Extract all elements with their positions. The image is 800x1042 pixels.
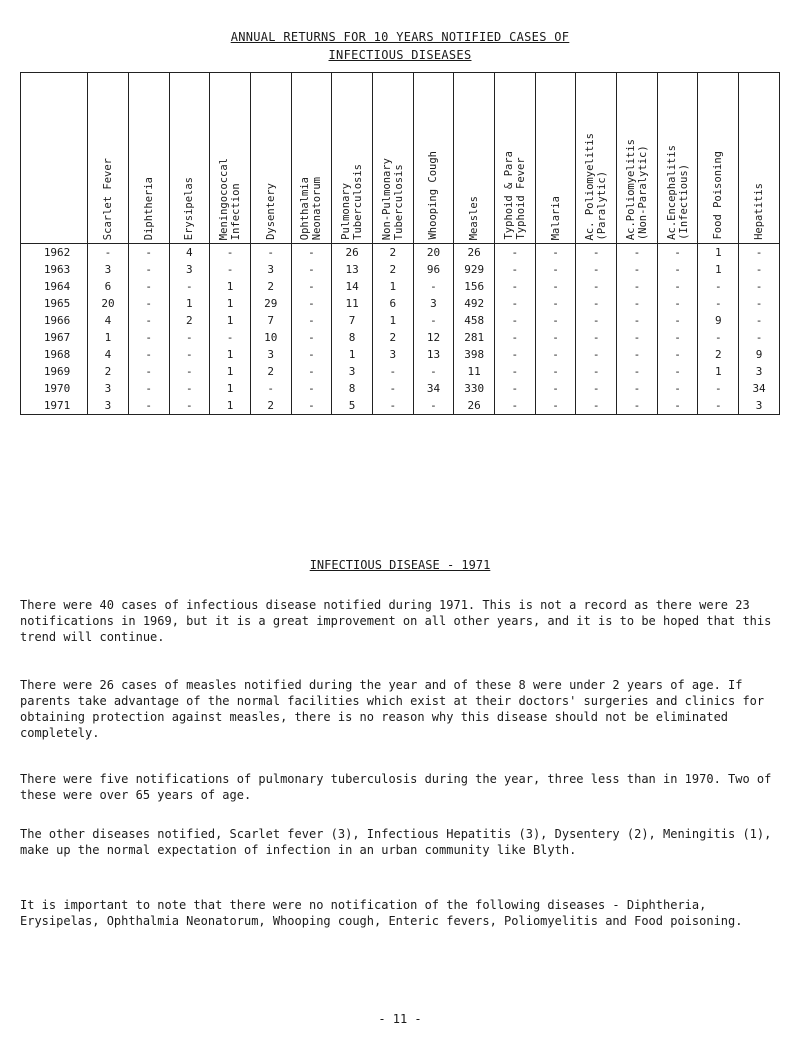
table-cell: 8 xyxy=(332,329,373,346)
table-row xyxy=(21,380,780,397)
table-cell: 1 xyxy=(210,380,251,397)
table-cell: 3 xyxy=(250,346,291,363)
table-cell: - xyxy=(372,397,413,415)
table-cell: - xyxy=(291,397,332,415)
table-cell: - xyxy=(169,329,210,346)
table-cell: 3 xyxy=(169,261,210,278)
table-cell: 1 xyxy=(210,346,251,363)
table-cell: 1 xyxy=(372,278,413,295)
table-cell: - xyxy=(291,329,332,346)
table-cell: - xyxy=(495,244,536,262)
table-cell: 1 xyxy=(698,244,739,262)
column-header xyxy=(250,73,291,244)
table-cell: - xyxy=(495,397,536,415)
column-header xyxy=(535,73,576,244)
column-header xyxy=(372,73,413,244)
table-cell: - xyxy=(413,278,454,295)
table-cell: - xyxy=(210,244,251,262)
annual-returns-table xyxy=(20,72,780,415)
table-cell: - xyxy=(291,261,332,278)
row-year-cell: 1966 xyxy=(21,312,88,329)
table-cell: 29 xyxy=(250,295,291,312)
table-cell: - xyxy=(535,312,576,329)
table-cell: - xyxy=(535,380,576,397)
table-row xyxy=(21,346,780,363)
table-cell: - xyxy=(576,312,617,329)
column-header-label: Non-Pulmonary Tuberculosis xyxy=(380,157,405,240)
table-cell: 13 xyxy=(413,346,454,363)
column-header-label: Meningococcal Infection xyxy=(218,157,243,240)
table-cell: - xyxy=(698,329,739,346)
table-cell: - xyxy=(413,397,454,415)
report-title: ANNUAL RETURNS FOR 10 YEARS NOTIFIED CASES OF xyxy=(230,30,570,44)
table-row xyxy=(21,278,780,295)
table-cell: - xyxy=(535,261,576,278)
table-cell: - xyxy=(128,261,169,278)
table-cell: 96 xyxy=(413,261,454,278)
table-cell: - xyxy=(413,312,454,329)
table-cell: - xyxy=(739,261,780,278)
row-year-cell: 1969 xyxy=(21,363,88,380)
table-cell: 3 xyxy=(739,363,780,380)
table-cell: - xyxy=(495,346,536,363)
table-cell: 9 xyxy=(739,346,780,363)
table-cell: - xyxy=(576,261,617,278)
table-cell: 1 xyxy=(169,295,210,312)
table-cell: 398 xyxy=(454,346,495,363)
table-cell: - xyxy=(535,397,576,415)
column-header xyxy=(413,73,454,244)
column-header xyxy=(657,73,698,244)
table-cell: - xyxy=(576,244,617,262)
table-cell: - xyxy=(617,261,658,278)
table-cell: 330 xyxy=(454,380,495,397)
table-cell: 20 xyxy=(413,244,454,262)
table-cell: - xyxy=(657,295,698,312)
table-cell: - xyxy=(169,346,210,363)
table-cell: - xyxy=(535,244,576,262)
row-year-cell: 1967 xyxy=(21,329,88,346)
table-cell: 1 xyxy=(210,363,251,380)
table-cell: - xyxy=(495,261,536,278)
table-cell: 2 xyxy=(372,261,413,278)
table-cell: - xyxy=(535,278,576,295)
column-header-label: Hepatitis xyxy=(753,183,766,240)
table-cell: - xyxy=(657,380,698,397)
table-cell: - xyxy=(739,295,780,312)
table-row xyxy=(21,295,780,312)
table-row xyxy=(21,261,780,278)
table-cell: 2 xyxy=(250,397,291,415)
table-cell: - xyxy=(657,346,698,363)
table-cell: 281 xyxy=(454,329,495,346)
table-cell: - xyxy=(372,380,413,397)
table-cell: 2 xyxy=(169,312,210,329)
table-cell: - xyxy=(128,295,169,312)
table-corner-cell xyxy=(21,73,88,244)
table-cell: - xyxy=(698,397,739,415)
column-header-label: Ac.Encephalitis (Infectious) xyxy=(665,145,690,240)
table-cell: - xyxy=(250,244,291,262)
table-cell: 20 xyxy=(88,295,129,312)
table-cell: - xyxy=(169,363,210,380)
table-cell: 26 xyxy=(332,244,373,262)
row-year-cell: 1962 xyxy=(21,244,88,262)
column-header-label: Ac. Poliomyelitis (Paralytic) xyxy=(584,132,609,240)
table-cell: - xyxy=(739,278,780,295)
page-number: - 11 - xyxy=(378,1012,422,1026)
paragraph-tuberculosis: There were five notifications of pulmonary tuberculosis during the year, three less than in 1970. Two of these were over 65 years of age. xyxy=(20,772,772,802)
table-cell: - xyxy=(413,363,454,380)
table-cell: 4 xyxy=(169,244,210,262)
table-cell: 6 xyxy=(88,278,129,295)
table-cell: 34 xyxy=(413,380,454,397)
table-cell: 1 xyxy=(210,295,251,312)
table-cell: - xyxy=(698,278,739,295)
column-header-label: Measles xyxy=(468,195,481,240)
table-cell: 8 xyxy=(332,380,373,397)
table-cell: 9 xyxy=(698,312,739,329)
table-cell: - xyxy=(698,380,739,397)
table-cell: - xyxy=(128,278,169,295)
table-cell: - xyxy=(576,346,617,363)
table-cell: - xyxy=(657,329,698,346)
table-cell: 3 xyxy=(88,380,129,397)
table-cell: - xyxy=(617,244,658,262)
column-header-label: Food Poisoning xyxy=(712,151,725,240)
table-cell: - xyxy=(495,363,536,380)
table-cell: 2 xyxy=(372,329,413,346)
table-cell: - xyxy=(535,363,576,380)
table-cell: - xyxy=(617,329,658,346)
table-cell: - xyxy=(372,363,413,380)
table-cell: - xyxy=(128,397,169,415)
table-cell: - xyxy=(617,380,658,397)
table-cell: 7 xyxy=(332,312,373,329)
table-cell: - xyxy=(495,380,536,397)
table-cell: 1 xyxy=(88,329,129,346)
table-cell: - xyxy=(617,397,658,415)
table-cell: - xyxy=(617,278,658,295)
table-cell: - xyxy=(128,312,169,329)
row-year-cell: 1965 xyxy=(21,295,88,312)
table-cell: - xyxy=(495,312,536,329)
table-cell: - xyxy=(169,380,210,397)
table-cell: 5 xyxy=(332,397,373,415)
table-cell: 2 xyxy=(372,244,413,262)
table-cell: 13 xyxy=(332,261,373,278)
table-cell: - xyxy=(617,312,658,329)
column-header xyxy=(617,73,658,244)
table-cell: - xyxy=(535,346,576,363)
column-header-label: Pulmonary Tuberculosis xyxy=(340,164,365,240)
table-cell: - xyxy=(657,278,698,295)
column-header xyxy=(291,73,332,244)
table-row xyxy=(21,329,780,346)
table-cell: - xyxy=(657,397,698,415)
table-cell: - xyxy=(88,244,129,262)
table-cell: - xyxy=(576,278,617,295)
table-cell: - xyxy=(617,346,658,363)
row-year-cell: 1968 xyxy=(21,346,88,363)
column-header-label: Malaria xyxy=(549,195,562,240)
row-year-cell: 1970 xyxy=(21,380,88,397)
table-cell: - xyxy=(291,295,332,312)
table-cell: 14 xyxy=(332,278,373,295)
column-header-label: Whooping Cough xyxy=(427,151,440,240)
column-header xyxy=(210,73,251,244)
table-cell: - xyxy=(128,363,169,380)
paragraph-measles: There were 26 cases of measles notified during the year and of these 8 were under 2 years of age. If parents take advantage of the normal facilities which exist at their doctors' surgeries and clinics for obtaining protection against measles, there is no reason why this disease should not be eliminated completely. xyxy=(20,678,765,740)
table-cell: - xyxy=(210,261,251,278)
table-cell: 458 xyxy=(454,312,495,329)
table-cell: 2 xyxy=(88,363,129,380)
table-cell: - xyxy=(495,278,536,295)
table-cell: 11 xyxy=(454,363,495,380)
table-cell: - xyxy=(657,363,698,380)
table-cell: - xyxy=(576,397,617,415)
table-row xyxy=(21,312,780,329)
table-cell: - xyxy=(291,380,332,397)
table-cell: 492 xyxy=(454,295,495,312)
table-cell: - xyxy=(657,244,698,262)
column-header-label: Typhoid & Para Typhoid Fever xyxy=(502,151,527,240)
table-cell: 1 xyxy=(698,261,739,278)
table-cell: 2 xyxy=(250,278,291,295)
table-cell: 1 xyxy=(332,346,373,363)
table-cell: - xyxy=(739,329,780,346)
table-header-row xyxy=(21,73,780,244)
table-cell: 11 xyxy=(332,295,373,312)
table-cell: 156 xyxy=(454,278,495,295)
table-cell: 26 xyxy=(454,397,495,415)
column-header-label: Ac.Poliomyelitis (Non-Paralytic) xyxy=(624,138,649,240)
paragraph-other-diseases: The other diseases notified, Scarlet fever (3), Infectious Hepatitis (3), Dysentery (2), Meningitis (1), make up the normal expectation of infection in an urban community like Blyth. xyxy=(20,827,772,857)
column-header xyxy=(332,73,373,244)
table-cell: 1 xyxy=(210,312,251,329)
paragraph-overview: There were 40 cases of infectious disease notified during 1971. This is not a record as there were 23 notifications in 1969, but it is a great improvement on all other years, and it is to be hoped that this trend will continue. xyxy=(20,598,772,644)
table-cell: - xyxy=(576,295,617,312)
table-cell: - xyxy=(535,295,576,312)
row-year-cell: 1964 xyxy=(21,278,88,295)
table-cell: 10 xyxy=(250,329,291,346)
column-header xyxy=(169,73,210,244)
table-cell: - xyxy=(128,244,169,262)
table-cell: - xyxy=(657,261,698,278)
table-cell: 3 xyxy=(332,363,373,380)
column-header xyxy=(128,73,169,244)
table-cell: 3 xyxy=(413,295,454,312)
table-cell: - xyxy=(291,346,332,363)
table-cell: 26 xyxy=(454,244,495,262)
table-cell: 1 xyxy=(698,363,739,380)
table-cell: 929 xyxy=(454,261,495,278)
column-header xyxy=(576,73,617,244)
table-cell: 4 xyxy=(88,312,129,329)
table-cell: 3 xyxy=(250,261,291,278)
column-header xyxy=(698,73,739,244)
row-year-cell: 1963 xyxy=(21,261,88,278)
table-cell: 34 xyxy=(739,380,780,397)
column-header-label: Erysipelas xyxy=(183,176,196,240)
table-row xyxy=(21,363,780,380)
table-cell: - xyxy=(739,244,780,262)
table-cell: 1 xyxy=(372,312,413,329)
table-row xyxy=(21,397,780,415)
table-cell: 3 xyxy=(739,397,780,415)
table-cell: - xyxy=(291,363,332,380)
table-cell: - xyxy=(576,380,617,397)
table-row xyxy=(21,244,780,262)
table-cell: - xyxy=(291,244,332,262)
column-header xyxy=(454,73,495,244)
table-cell: 1 xyxy=(210,397,251,415)
table-cell: - xyxy=(210,329,251,346)
table-cell: - xyxy=(169,397,210,415)
table-cell: - xyxy=(128,329,169,346)
column-header-label: Scarlet Fever xyxy=(101,157,114,240)
table-cell: 2 xyxy=(250,363,291,380)
table-cell: 2 xyxy=(698,346,739,363)
column-header xyxy=(739,73,780,244)
row-year-cell: 1971 xyxy=(21,397,88,415)
table-cell: 6 xyxy=(372,295,413,312)
table-cell: - xyxy=(576,329,617,346)
table-cell: - xyxy=(128,380,169,397)
report-subtitle: INFECTIOUS DISEASES xyxy=(328,48,472,62)
column-header-label: Diphtheria xyxy=(142,176,155,240)
table-cell: - xyxy=(576,363,617,380)
table-cell: 3 xyxy=(372,346,413,363)
table-cell: - xyxy=(617,295,658,312)
table-cell: - xyxy=(495,295,536,312)
paragraph-no-notifications: It is important to note that there were no notification of the following diseases - Diphtheria, Erysipelas, Ophthalmia Neonatorum, Whooping cough, Enteric fevers, Poliomyelitis and Food poisoning. xyxy=(20,898,743,928)
table-cell: - xyxy=(739,312,780,329)
table-cell: 12 xyxy=(413,329,454,346)
table-cell: - xyxy=(291,278,332,295)
table-cell: - xyxy=(128,346,169,363)
table-cell: - xyxy=(291,312,332,329)
table-body xyxy=(21,244,780,415)
column-header xyxy=(88,73,129,244)
table-cell: - xyxy=(169,278,210,295)
table-cell: 3 xyxy=(88,261,129,278)
section-heading: INFECTIOUS DISEASE - 1971 xyxy=(309,558,491,572)
table-cell: 3 xyxy=(88,397,129,415)
table-cell: - xyxy=(495,329,536,346)
table-cell: - xyxy=(657,312,698,329)
table-cell: 7 xyxy=(250,312,291,329)
column-header xyxy=(495,73,536,244)
table-cell: 1 xyxy=(210,278,251,295)
column-header-label: Ophthalmia Neonatorum xyxy=(299,176,324,240)
table-cell: 4 xyxy=(88,346,129,363)
table-cell: - xyxy=(698,295,739,312)
column-header-label: Dysentery xyxy=(264,183,277,240)
table-cell: - xyxy=(535,329,576,346)
table-cell: - xyxy=(250,380,291,397)
table-cell: - xyxy=(617,363,658,380)
